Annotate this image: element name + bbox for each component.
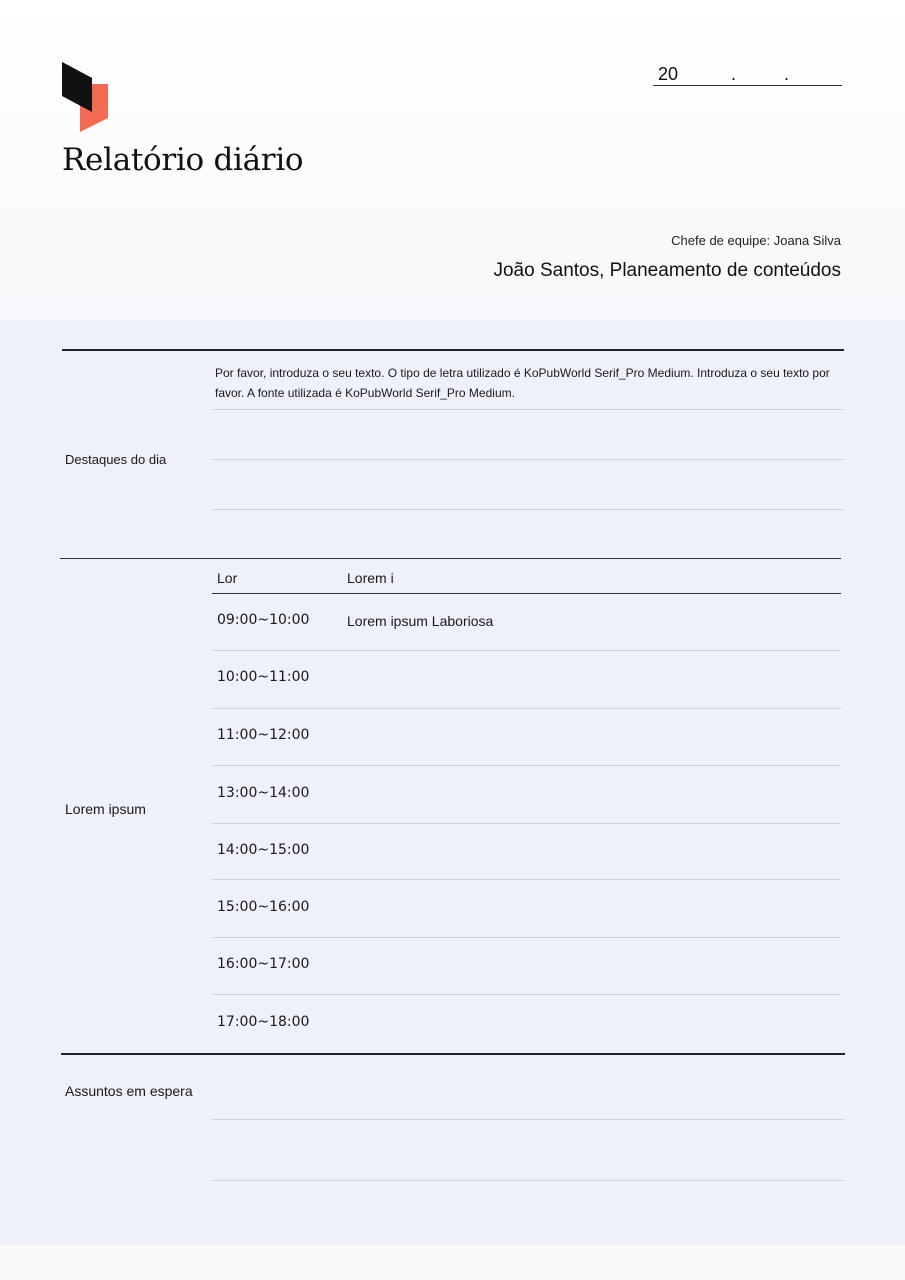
date-field-underline[interactable] xyxy=(653,85,842,86)
activity-description[interactable]: Lorem ipsum Laboriosa xyxy=(347,613,494,629)
team-lead: Chefe de equipe: Joana Silva xyxy=(671,233,841,248)
date-separator: . xyxy=(731,64,737,84)
author-name: João Santos, Planeamento de conteúdos xyxy=(493,260,841,281)
row-divider xyxy=(212,879,841,880)
input-line[interactable] xyxy=(212,1180,844,1181)
page-title: Relatório diário xyxy=(62,142,304,178)
column-header-description: Lorem i xyxy=(347,570,394,586)
row-divider xyxy=(212,994,841,995)
time-slot: 17:00~18:00 xyxy=(217,1014,310,1030)
input-line xyxy=(212,409,844,410)
column-header-time: Lor xyxy=(217,570,238,586)
table-header-divider xyxy=(212,593,841,594)
time-slot: 10:00~11:00 xyxy=(217,669,310,685)
section-divider xyxy=(62,349,844,351)
section-divider xyxy=(60,558,841,559)
row-divider xyxy=(212,650,841,651)
time-slot: 16:00~17:00 xyxy=(217,956,310,972)
highlights-label: Destaques do dia xyxy=(65,452,167,467)
highlights-text[interactable]: Por favor, introduza o seu texto. O tipo de letra utilizado é KoPubWorld Serif_Pro Medium. Introduza o seu texto por favor. A fonte utilizada é KoPubWorld Serif_Pro Medium. xyxy=(215,366,830,400)
input-line xyxy=(212,459,844,460)
footer-background xyxy=(0,1245,905,1280)
time-slot: 15:00~16:00 xyxy=(217,899,310,915)
time-slot: 14:00~15:00 xyxy=(217,842,310,858)
row-divider xyxy=(212,708,841,709)
date-year: 20 xyxy=(658,64,679,84)
section-divider xyxy=(61,1053,845,1055)
time-slot: 09:00~10:00 xyxy=(217,612,310,628)
row-divider xyxy=(212,765,841,766)
time-slot: 13:00~14:00 xyxy=(217,785,310,801)
pending-label: Assuntos em espera xyxy=(65,1083,193,1099)
schedule-label: Lorem ipsum xyxy=(65,801,146,817)
input-line xyxy=(212,509,844,510)
row-divider xyxy=(212,937,841,938)
time-slot: 11:00~12:00 xyxy=(217,727,310,743)
logo-icon xyxy=(60,62,110,134)
input-line[interactable] xyxy=(212,1119,844,1120)
row-divider xyxy=(212,823,841,824)
date-separator: . xyxy=(784,64,790,84)
